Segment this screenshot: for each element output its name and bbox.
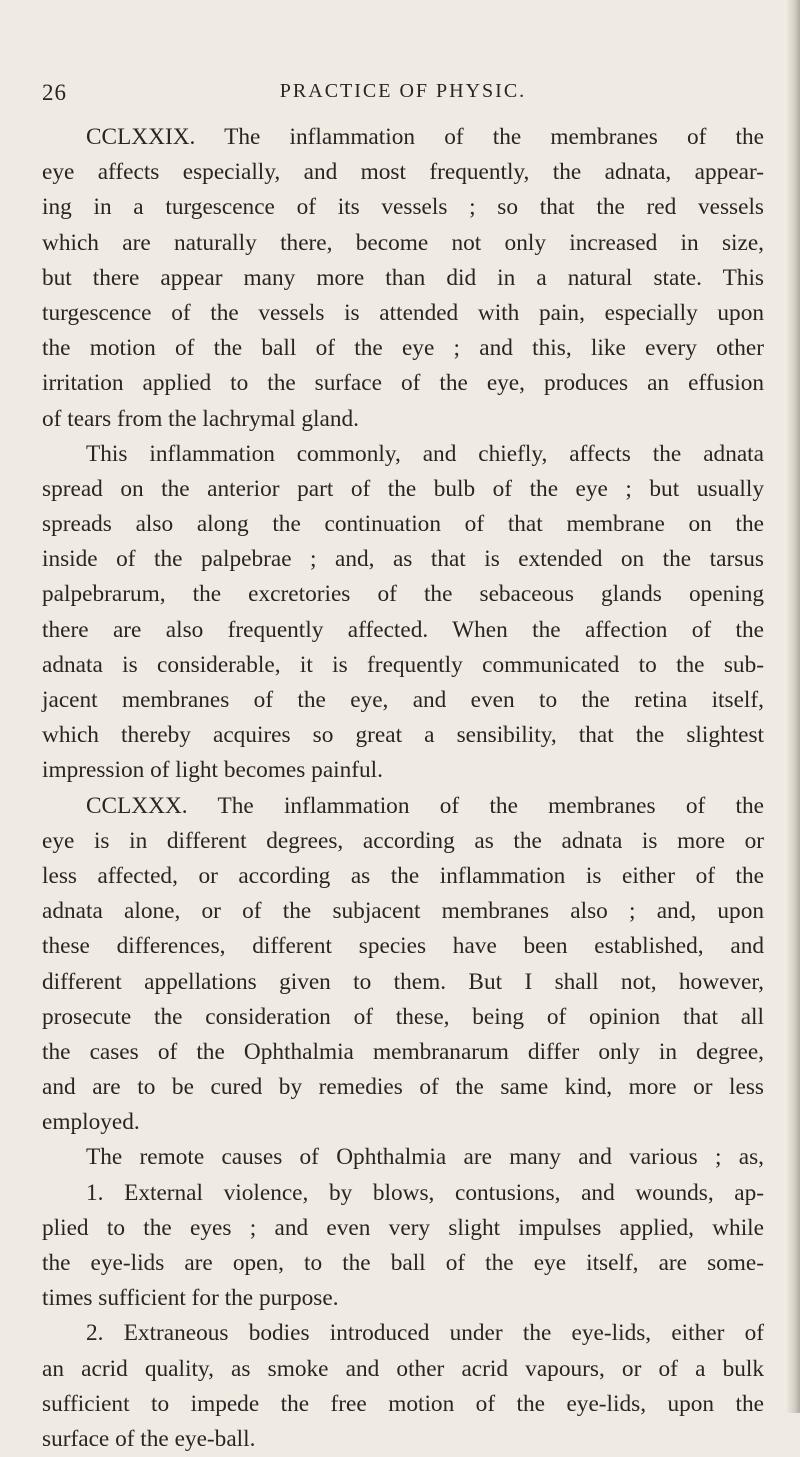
text-line: spread on the anterior part of the bulb of the eye ; but usually [42,475,764,502]
text-line: plied to the eyes ; and even very slight impulses applied, while [42,1214,764,1241]
page-edge-shadow [786,0,800,1413]
text-line: of tears from the lachrymal gland. [42,405,359,432]
text-body [42,120,764,1457]
text-line: these differences, different species have been established, and [42,933,764,960]
text-line: the motion of the ball of the eye ; and this, like every other [42,335,764,362]
text-line: eye is in different degrees, according as the adnata is more or [42,827,764,854]
text-line: The remote causes of Ophthalmia are many and various ; as, [86,1144,764,1171]
text-line: turgescence of the vessels is attended with pain, especially upon [42,299,764,326]
text-line: ing in a turgescence of its vessels ; so that the red vessels [42,194,764,221]
text-line: there are also frequently affected. When the affection of the [42,616,764,643]
text-line: impression of light becomes painful. [42,757,383,784]
text-line: adnata alone, or of the subjacent membranes also ; and, upon [42,898,764,925]
text-line: surface of the eye-ball. [42,1425,256,1452]
text-line: spreads also along the continuation of that membrane on the [42,511,764,538]
text-line: palpebrarum, the excretories of the sebaceous glands opening [42,581,764,608]
text-line: prosecute the consideration of these, being of opinion that all [42,1003,764,1030]
text-line: eye affects especially, and most frequently, the adnata, appear- [42,159,764,186]
text-line: the eye-lids are open, to the ball of the eye itself, are some- [42,1250,764,1276]
text-line: less affected, or according as the inflammation is either of the [42,862,764,889]
text-line: CCLXXX. The inflammation of the membranes of the [86,792,764,819]
text-line: but there appear many more than did in a natural state. This [42,264,764,291]
text-line: irritation applied to the surface of the eye, produces an effusion [42,370,764,397]
text-line: sufficient to impede the free motion of the eye-lids, upon the [42,1390,764,1417]
text-line: adnata is considerable, it is frequently communicated to the sub- [42,651,764,678]
page-header [42,80,764,114]
text-line: an acrid quality, as smoke and other acrid vapours, or of a bulk [42,1355,764,1382]
text-line: 2. Extraneous bodies introduced under the eye-lids, either of [86,1320,764,1347]
text-line: which are naturally there, become not only increased in size, [42,229,764,256]
text-line: CCLXXIX. The inflammation of the membranes of the [86,124,764,150]
text-line: employed. [42,1109,140,1136]
text-line: inside of the palpebrae ; and, as that is extended on the tarsus [42,546,764,573]
page-number: 26 [42,80,67,105]
text-line: and are to be cured by remedies of the same kind, more or less [42,1074,764,1101]
text-line: jacent membranes of the eye, and even to the retina itself, [42,687,764,713]
text-line: 1. External violence, by blows, contusions, and wounds, ap- [86,1179,764,1206]
text-line: times sufficient for the purpose. [42,1285,339,1312]
text-line: different appellations given to them. But I shall not, however, [42,968,764,995]
text-line: This inflammation commonly, and chiefly, affects the adnata [86,440,764,467]
text-line: which thereby acquires so great a sensibility, that the slightest [42,722,764,749]
text-line: the cases of the Ophthalmia membranarum differ only in degree, [42,1038,764,1065]
running-head: PRACTICE OF PHYSIC. [279,80,527,102]
